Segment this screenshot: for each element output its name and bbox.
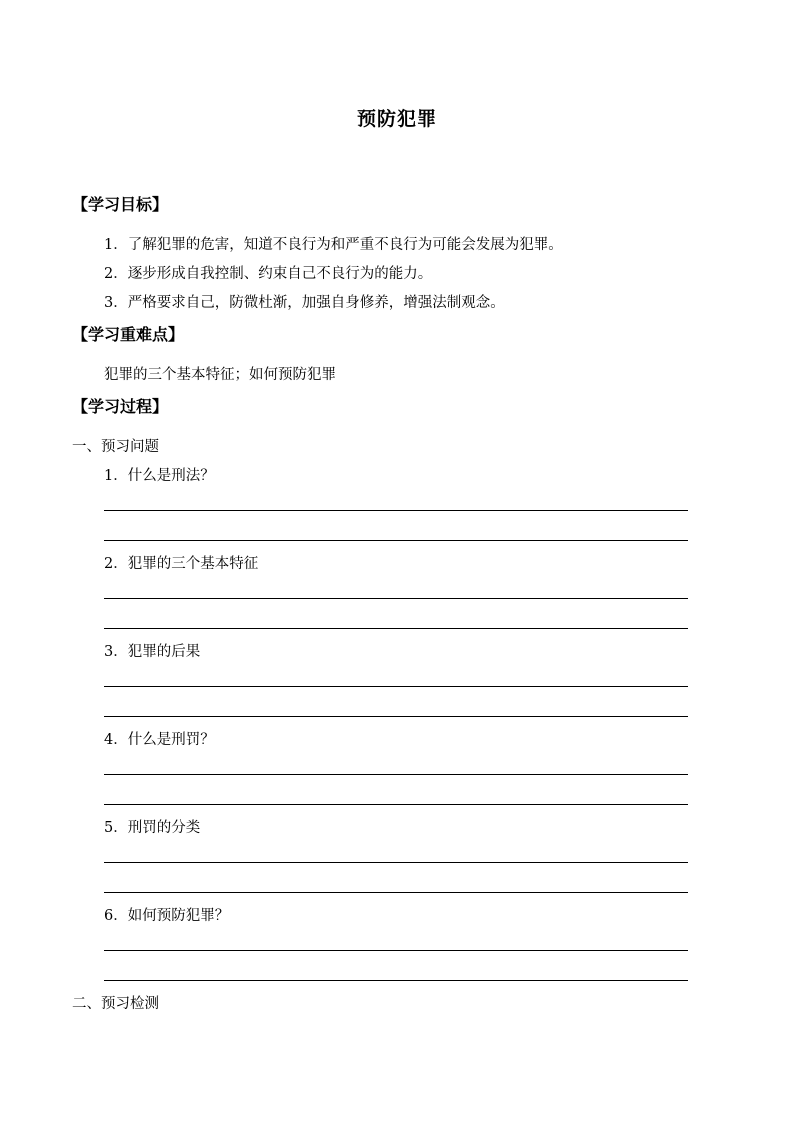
objective-item: 1．了解犯罪的危害，知道不良行为和严重不良行为可能会发展为犯罪。 xyxy=(104,237,563,253)
process-heading: 【学习过程】 xyxy=(72,397,169,416)
answer-line[interactable] xyxy=(104,540,688,541)
question-item: 1．什么是刑法？ xyxy=(104,468,215,484)
answer-line[interactable] xyxy=(104,950,688,951)
answer-line[interactable] xyxy=(104,686,688,687)
question-item: 4．什么是刑罚？ xyxy=(104,732,215,748)
question-item: 2．犯罪的三个基本特征 xyxy=(104,556,259,572)
part1-heading: 一、预习问题 xyxy=(72,439,159,455)
question-item: 3．犯罪的后果 xyxy=(104,644,201,660)
answer-line[interactable] xyxy=(104,804,688,805)
answer-line[interactable] xyxy=(104,892,688,893)
answer-line[interactable] xyxy=(104,510,688,511)
key-points-heading: 【学习重难点】 xyxy=(72,325,185,344)
answer-line[interactable] xyxy=(104,980,688,981)
answer-line[interactable] xyxy=(104,598,688,599)
part2-heading: 二、预习检测 xyxy=(72,996,159,1012)
answer-line[interactable] xyxy=(104,716,688,717)
objective-item: 3．严格要求自己，防微杜渐，加强自身修养，增强法制观念。 xyxy=(104,295,505,311)
answer-line[interactable] xyxy=(104,628,688,629)
key-points-text: 犯罪的三个基本特征；如何预防犯罪 xyxy=(104,367,336,383)
page-title: 预防犯罪 xyxy=(356,108,437,130)
question-item: 5．刑罚的分类 xyxy=(104,820,201,836)
objectives-heading: 【学习目标】 xyxy=(72,195,169,214)
answer-line[interactable] xyxy=(104,862,688,863)
question-item: 6．如何预防犯罪？ xyxy=(104,908,230,924)
answer-line[interactable] xyxy=(104,774,688,775)
objective-item: 2．逐步形成自我控制、约束自己不良行为的能力。 xyxy=(104,266,433,282)
